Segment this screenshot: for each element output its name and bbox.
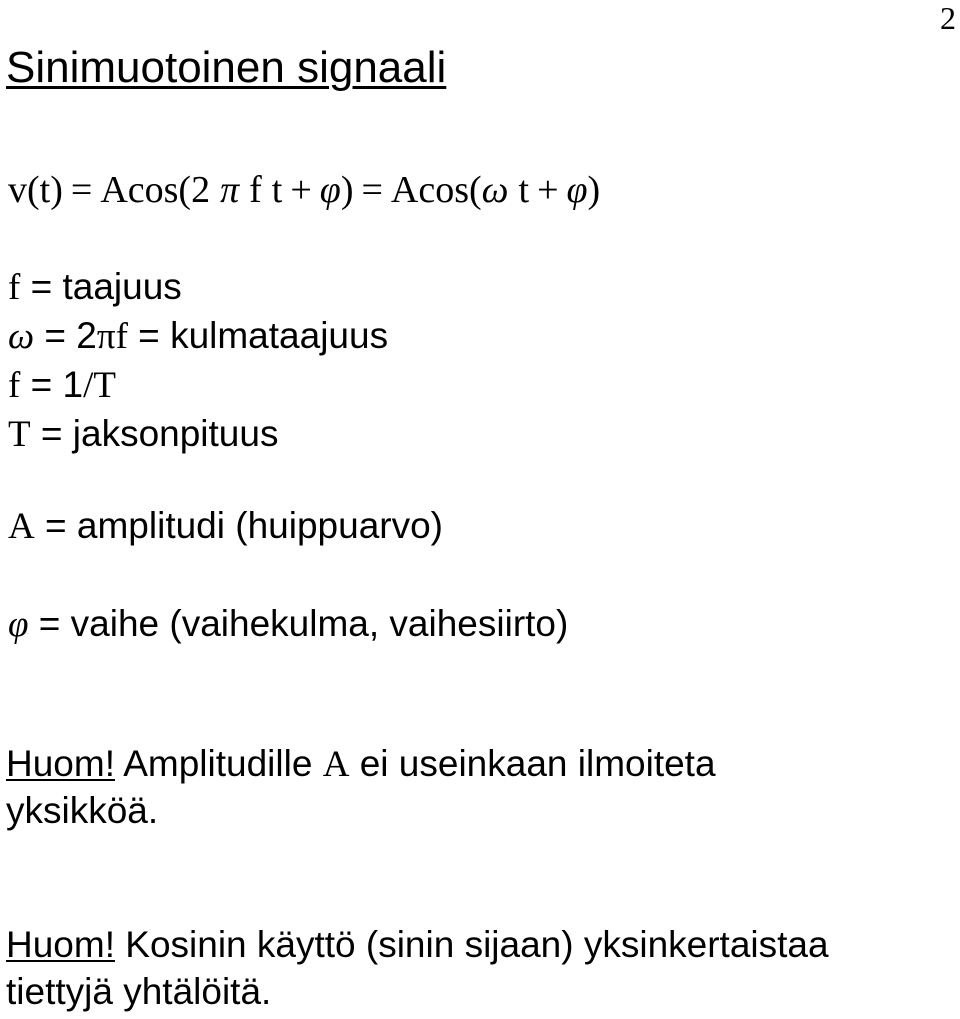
- formula-omega: ω: [481, 169, 509, 211]
- formula-lhs: v(t): [8, 169, 63, 211]
- equals-sign: =: [34, 315, 77, 356]
- symbol-phi: φ: [8, 604, 29, 645]
- page-title: Sinimuotoinen signaali: [6, 43, 447, 92]
- equals-sign: =: [28, 603, 71, 644]
- formula-cos-2: cos(: [418, 169, 482, 211]
- equals-sign: =: [30, 413, 73, 454]
- equals-sign: =: [34, 505, 77, 546]
- formula-amplitude-2: A: [390, 169, 419, 211]
- formula-phi-2: φ: [566, 169, 588, 211]
- formula-phi: φ: [319, 169, 341, 211]
- formula-close-2: ): [587, 169, 601, 211]
- symbol-f: f: [8, 365, 21, 406]
- definition-phase: [8, 601, 568, 648]
- formula-cos: cos(2: [127, 169, 211, 211]
- definition-text: taajuus: [62, 266, 182, 307]
- definition-text: kulmataajuus: [170, 315, 389, 356]
- symbol-f: f: [8, 267, 21, 308]
- formula-amplitude: A: [100, 169, 128, 211]
- symbol-f: f: [115, 316, 128, 357]
- note-huom-label: Huom!: [6, 743, 115, 784]
- symbol-A: A: [8, 506, 35, 547]
- signal-formula: [8, 166, 600, 214]
- formula-pi: π: [220, 169, 240, 211]
- symbol-A: A: [322, 744, 350, 785]
- symbol-pi: π: [96, 316, 116, 357]
- definition-angular-frequency: [8, 313, 388, 360]
- definition-text: jaksonpituus: [72, 413, 279, 454]
- symbol-T: T: [93, 365, 116, 406]
- note-text: Amplitudille: [114, 743, 323, 784]
- formula-f: f: [249, 169, 262, 211]
- formula-t: t: [271, 169, 283, 211]
- slash: /: [83, 365, 94, 406]
- definition-frequency: [8, 264, 182, 311]
- note-huom-label: Huom!: [6, 924, 115, 965]
- definition-text: amplitudi (huippuarvo): [76, 505, 443, 546]
- definition-frequency-period: [8, 362, 116, 409]
- note-amplitude-unit: [6, 741, 716, 788]
- symbol-T: T: [8, 414, 31, 455]
- note-cosine-usage-line2: tiettyjä yhtälöitä.: [6, 971, 272, 1012]
- one: 1: [62, 364, 84, 405]
- symbol-omega: ω: [8, 316, 35, 357]
- equals-sign: =: [20, 364, 63, 405]
- definition-text: vaihe (vaihekulma, vaihesiirto): [70, 603, 569, 644]
- note-text-continued: ei useinkaan ilmoiteta: [349, 743, 716, 784]
- formula-equals: =: [70, 169, 93, 211]
- formula-t-2: t: [518, 169, 530, 211]
- equals-sign-2: =: [127, 315, 171, 356]
- formula-plus: +: [290, 169, 312, 211]
- two: 2: [76, 315, 97, 356]
- note-cosine-usage: [6, 922, 829, 968]
- definition-amplitude: [8, 503, 443, 550]
- page-number: 2: [940, 0, 956, 36]
- equals-sign: =: [20, 266, 63, 307]
- formula-close: ): [340, 169, 354, 211]
- formula-equals-2: =: [361, 169, 383, 211]
- definition-period: [8, 411, 278, 458]
- note-text: Kosinin käyttö (sinin sijaan) yksinkertaistaa: [114, 924, 829, 965]
- note-amplitude-unit-line2: yksikköä.: [6, 790, 159, 831]
- formula-plus-2: +: [537, 169, 559, 211]
